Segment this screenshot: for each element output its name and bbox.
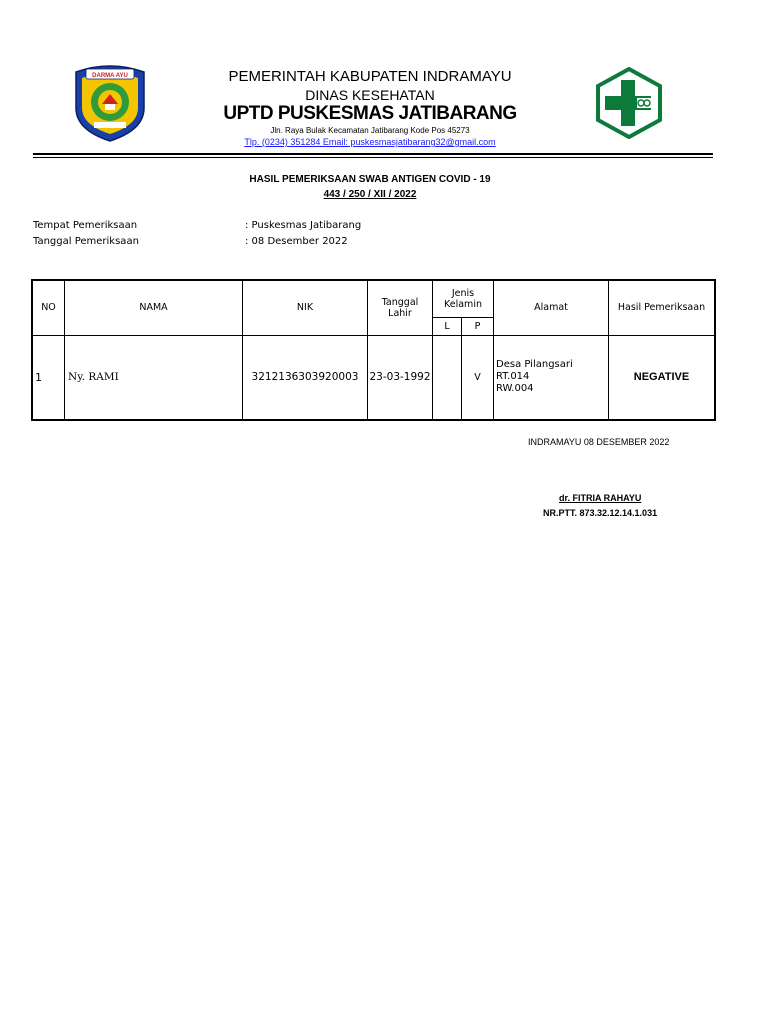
cell-tanggal-lahir: 23-03-1992 [368, 335, 433, 420]
cell-l [433, 335, 462, 420]
date-value: : 08 Desember 2022 [245, 236, 348, 247]
cell-alamat [494, 335, 609, 420]
header-jenis-kelamin-line1: Jenis [451, 287, 475, 299]
results-table [31, 279, 716, 421]
svg-text:DARMA AYU: DARMA AYU [92, 73, 128, 79]
header-hasil: Hasil Pemeriksaan [609, 280, 716, 335]
header-department: DINAS KESEHATAN [305, 87, 435, 103]
cell-nama: Ny. RAMI [65, 335, 243, 420]
header-contact-link[interactable]: Tlp. (0234) 351284 Email: puskesmasjatibarang32@gmail.com [244, 137, 496, 147]
signature-id: NR.PTT. 873.32.12.14.1.031 [543, 508, 658, 518]
header-tanggal-lahir [368, 280, 433, 335]
date-label: Tanggal Pemeriksaan [33, 236, 139, 247]
cell-alamat-line2: RW.004 [496, 383, 534, 395]
regency-crest-icon [72, 64, 148, 142]
header-jenis-kelamin [433, 280, 494, 317]
header-tanggal-lahir-line1: Tanggal [381, 296, 419, 308]
signature-place-date: INDRAMAYU 08 DESEMBER 2022 [528, 437, 670, 447]
place-value: : Puskesmas Jatibarang [245, 220, 362, 231]
cell-nik: 3212136303920003 [243, 335, 368, 420]
header-government: PEMERINTAH KABUPATEN INDRAMAYU [228, 68, 512, 85]
puskesmas-logo-icon [593, 67, 665, 139]
place-label: Tempat Pemeriksaan [33, 220, 138, 231]
header-no: NO [32, 280, 65, 335]
header-institution: UPTD PUSKESMAS JATIBARANG [223, 103, 517, 124]
header-nik: NIK [243, 280, 368, 335]
cell-hasil: NEGATIVE [609, 335, 716, 420]
document-title: HASIL PEMERIKSAAN SWAB ANTIGEN COVID - 19 [249, 174, 491, 185]
header-p: P [462, 317, 494, 335]
document-number: 443 / 250 / XII / 2022 [323, 189, 417, 200]
header-nama: NAMA [65, 280, 243, 335]
cell-alamat-line1: Desa Pilangsari RT.014 [496, 359, 573, 383]
header-divider-thick [33, 153, 713, 155]
header-address: Jln. Raya Bulak Kecamatan Jatibarang Kode Pos 45273 [270, 126, 470, 135]
cell-no: 1 [32, 335, 65, 420]
header-tanggal-lahir-line2: Lahir [388, 307, 412, 319]
table-row [32, 335, 715, 420]
header-l: L [433, 317, 462, 335]
signature-name: dr. FITRIA RAHAYU [559, 493, 642, 503]
header-divider-thin [33, 157, 713, 158]
header-alamat: Alamat [494, 280, 609, 335]
cell-p: V [462, 335, 494, 420]
header-jenis-kelamin-line2: Kelamin [444, 298, 482, 310]
